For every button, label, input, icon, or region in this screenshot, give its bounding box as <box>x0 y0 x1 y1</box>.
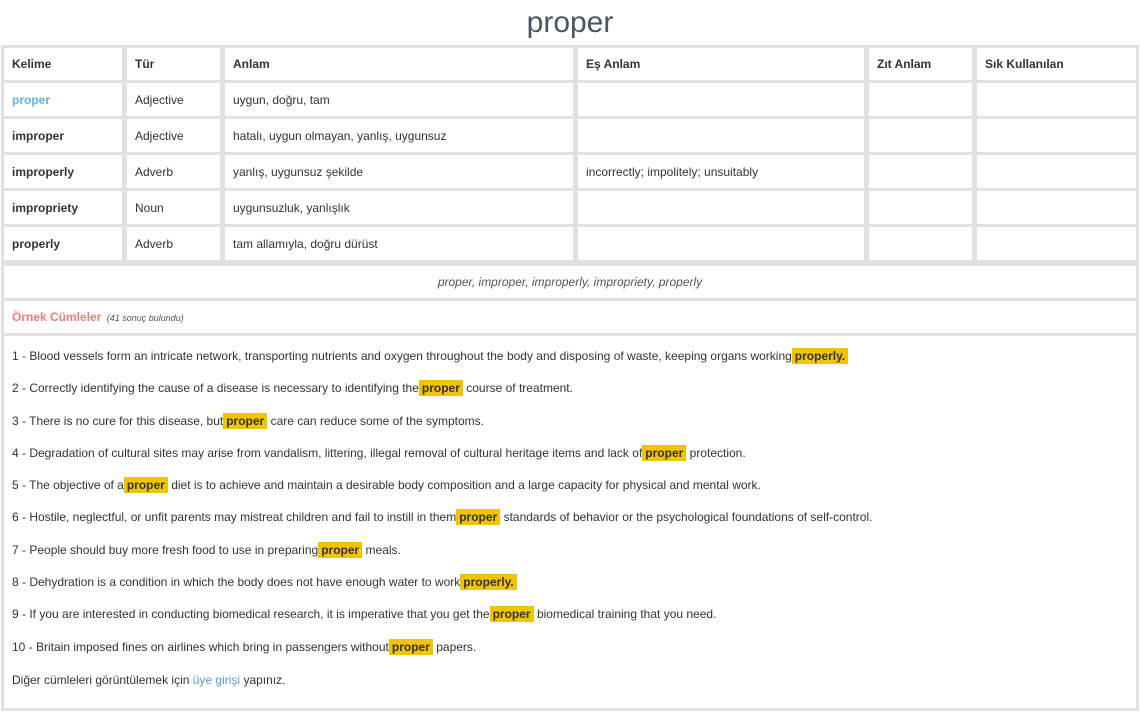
meaning-cell: hatalı, uygun olmayan, yanlış, uygunsuz <box>225 119 573 152</box>
example-sentence <box>12 469 1128 501</box>
word-cell[interactable] <box>4 83 122 116</box>
sentence-text: 7 - People should buy more fresh food to use in preparing <box>12 542 319 557</box>
example-sentence <box>12 405 1128 437</box>
example-sentence <box>12 534 1128 566</box>
example-sentence <box>12 340 1128 372</box>
word-link[interactable]: improperly <box>12 164 75 179</box>
word-cell[interactable] <box>4 191 122 224</box>
examples-label: Örnek Cümleler <box>12 310 102 324</box>
type-cell: Adjective <box>127 119 220 152</box>
column-header-antonym: Zıt Anlam <box>869 48 972 80</box>
sentence-text: biomedical training that you need. <box>536 607 717 622</box>
dictionary-panel <box>1 45 1139 711</box>
sentence-text: 1 - Blood vessels form an intricate network, transporting nutrients and oxygen throughout the body and disposing of waste, keeping organs working <box>12 349 792 363</box>
sentence-text: 10 - Britain imposed fines on airlines which bring in passengers without <box>12 639 389 654</box>
sentence-text: meals. <box>365 542 401 557</box>
login-prompt-text: Diğer cümleleri görüntülemek için <box>12 672 190 687</box>
meaning-cell: uygun, doğru, tam <box>225 83 573 116</box>
column-header-word: Kelime <box>4 48 122 80</box>
column-header-synonym: Eş Anlam <box>578 48 864 80</box>
sentence-text: 6 - Hostile, neglectful, or unfit parents may mistreat children and fail to instill in them <box>12 510 457 525</box>
example-sentence <box>12 372 1128 404</box>
highlighted-word: proper <box>419 380 463 396</box>
highlighted-word: proper <box>456 509 500 525</box>
highlighted-word: properly. <box>460 574 516 590</box>
examples-header <box>4 301 1136 333</box>
highlighted-word: proper <box>318 542 362 558</box>
example-sentence <box>12 566 1128 598</box>
antonym-cell <box>869 155 972 188</box>
sentence-text: 8 - Dehydration is a condition in which the body does not have enough water to work <box>12 575 461 590</box>
word-cell[interactable] <box>4 119 122 152</box>
synonym-cell <box>578 191 864 224</box>
example-sentence <box>12 437 1128 469</box>
table-header-row <box>4 48 1136 80</box>
meaning-cell: uygunsuzluk, yanlışlık <box>225 191 573 224</box>
sentence-text: care can reduce some of the symptoms. <box>270 413 485 428</box>
highlighted-word: proper <box>124 477 168 493</box>
antonym-cell <box>869 119 972 152</box>
examples-list <box>4 336 1136 708</box>
antonym-cell <box>869 191 972 224</box>
related-words: proper, improper, improperly, impropriety, properly <box>4 266 1136 298</box>
synonym-cell <box>578 119 864 152</box>
word-cell[interactable] <box>4 227 122 260</box>
highlighted-word: proper <box>223 413 267 429</box>
table-row <box>4 155 1136 188</box>
meaning-cell: tam allamıyla, doğru dürüst <box>225 227 573 260</box>
examples-count: (41 sonuç bulundu) <box>106 313 184 323</box>
type-cell: Adjective <box>127 83 220 116</box>
sentence-text: 9 - If you are interested in conducting biomedical research, it is imperative that you get the <box>12 607 490 622</box>
sentence-text: course of treatment. <box>466 381 573 396</box>
sentence-text: standards of behavior or the psychological foundations of self-control. <box>503 510 873 525</box>
sentence-text: 5 - The objective of a <box>12 478 124 493</box>
word-link[interactable]: properly <box>12 236 61 251</box>
table-row <box>4 227 1136 260</box>
example-sentence <box>12 598 1128 630</box>
common-cell <box>977 119 1136 152</box>
example-sentence <box>12 631 1128 663</box>
sentence-text: 2 - Correctly identifying the cause of a disease is necessary to identifying the <box>12 381 419 396</box>
table-row <box>4 191 1136 224</box>
column-header-meaning: Anlam <box>225 48 573 80</box>
highlighted-word: proper <box>389 639 433 655</box>
column-header-common: Sık Kullanılan <box>977 48 1136 80</box>
sentence-text: papers. <box>436 639 477 654</box>
word-link[interactable]: proper <box>12 92 51 107</box>
type-cell: Noun <box>127 191 220 224</box>
sentence-text: 4 - Degradation of cultural sites may arise from vandalism, littering, illegal removal of cultural heritage items and lack of <box>12 445 643 460</box>
table-row <box>4 119 1136 152</box>
sentence-text: protection. <box>689 445 746 460</box>
common-cell <box>977 227 1136 260</box>
table-row <box>4 83 1136 116</box>
word-link[interactable]: improper <box>12 128 65 143</box>
word-cell[interactable] <box>4 155 122 188</box>
member-login-link[interactable]: üye girişi <box>192 672 241 687</box>
synonym-cell <box>578 83 864 116</box>
meaning-cell: yanlış, uygunsuz şekilde <box>225 155 573 188</box>
common-cell <box>977 83 1136 116</box>
column-header-type: Tür <box>127 48 220 80</box>
type-cell: Adverb <box>127 227 220 260</box>
word-link[interactable]: impropriety <box>12 200 79 215</box>
antonym-cell <box>869 227 972 260</box>
synonym-cell: incorrectly; impolitely; unsuitably <box>578 155 864 188</box>
example-sentence <box>12 501 1128 533</box>
sentence-text: 3 - There is no cure for this disease, but <box>12 413 224 428</box>
highlighted-word: proper <box>642 445 686 461</box>
login-prompt-text-end: yapınız. <box>243 672 286 687</box>
highlighted-word: proper <box>490 606 534 622</box>
highlighted-word: properly. <box>792 348 848 364</box>
antonym-cell <box>869 83 972 116</box>
word-table <box>0 45 1140 263</box>
sentence-text: diet is to achieve and maintain a desirable body composition and a large capacity for physical and mental work. <box>171 478 761 493</box>
synonym-cell <box>578 227 864 260</box>
type-cell: Adverb <box>127 155 220 188</box>
login-prompt <box>12 673 1128 687</box>
common-cell <box>977 155 1136 188</box>
common-cell <box>977 191 1136 224</box>
page-title: proper <box>526 6 614 39</box>
